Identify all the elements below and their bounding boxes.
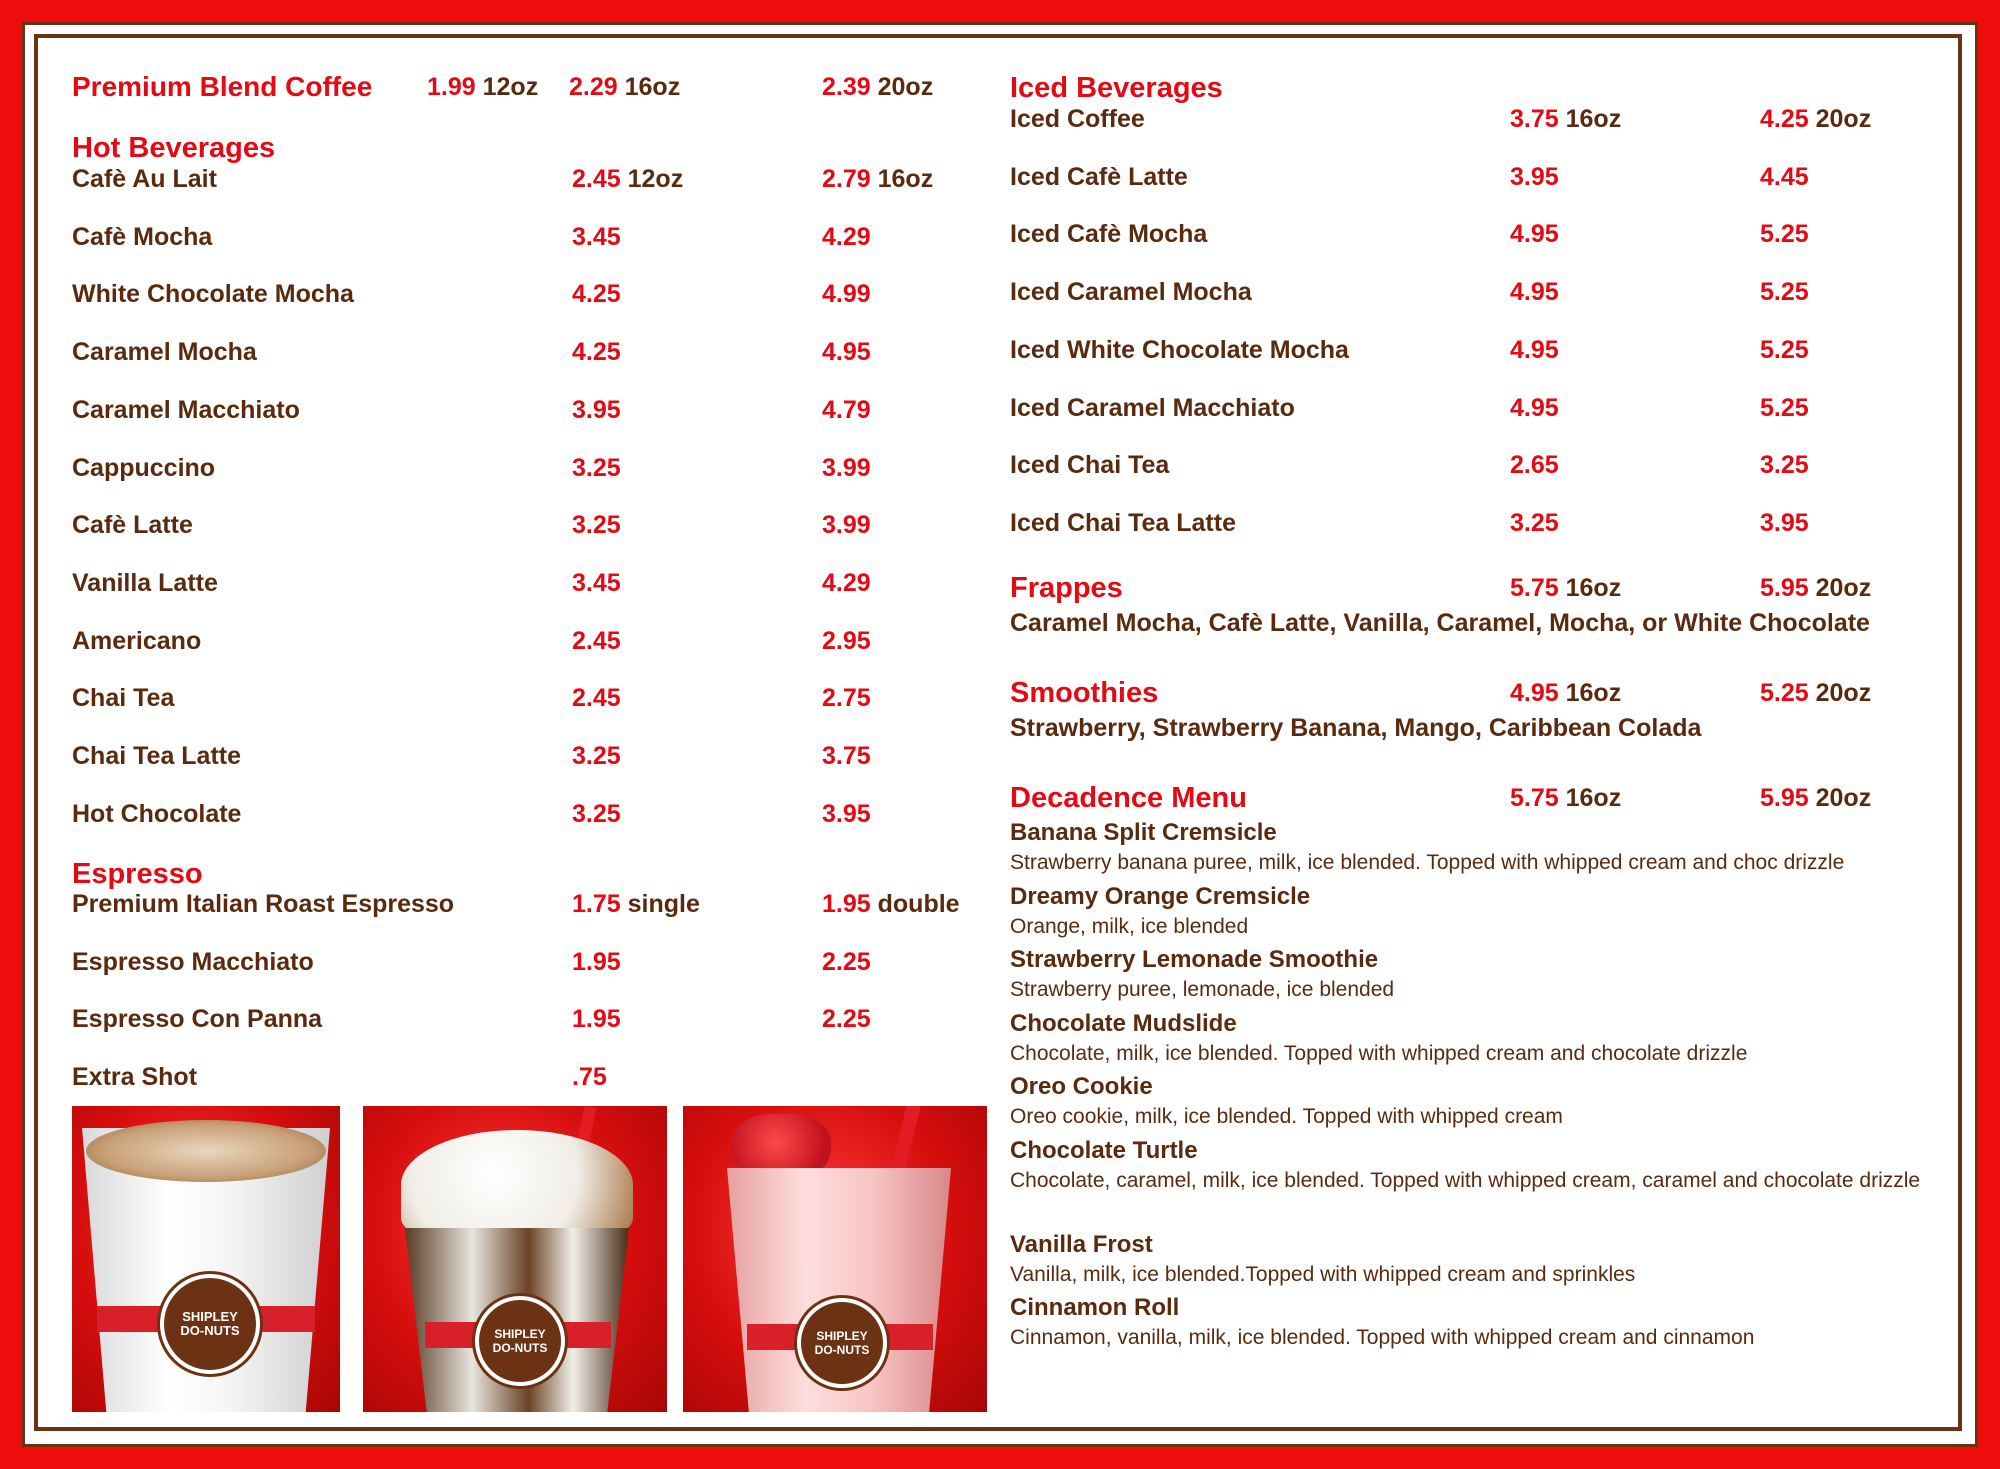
item-price-cell <box>1760 217 1809 251</box>
decadence-item-name: Chocolate Mudslide <box>1010 1009 1237 1037</box>
price: 5.25 <box>1760 278 1809 307</box>
hot-beverages-heading: Hot Beverages <box>72 132 276 164</box>
item-price-cell <box>572 739 621 773</box>
item-price-cell <box>822 797 871 831</box>
price: 3.99 <box>822 453 871 482</box>
iced-beverages-heading: Iced Beverages <box>1010 72 1223 104</box>
price: 1.99 <box>427 73 476 101</box>
price: 3.99 <box>822 511 871 540</box>
frappes-price-16oz <box>1510 570 1621 606</box>
size-label: 20oz <box>1815 679 1872 707</box>
item-price-cell <box>1510 275 1559 309</box>
item-price-cell <box>1510 448 1559 482</box>
decadence-heading: Decadence Menu <box>1010 782 1247 814</box>
decadence-item-name: Chocolate Turtle <box>1010 1137 1198 1164</box>
price: 3.95 <box>1760 508 1809 537</box>
item-name: Caramel Mocha <box>72 338 257 367</box>
item-name: Iced Chai Tea Latte <box>1010 508 1236 537</box>
decadence-item-name: Vanilla Frost <box>1010 1230 1153 1258</box>
price: 4.99 <box>822 280 871 309</box>
item-name: Iced Cafè Latte <box>1010 162 1188 191</box>
shipley-logo <box>797 1298 887 1388</box>
item-name: Vanilla Latte <box>72 568 218 597</box>
smoothies-price-20oz <box>1760 675 1871 711</box>
item-price-cell <box>1510 333 1559 367</box>
logo-line2: DO-NUTS <box>814 1343 870 1357</box>
price: 5.95 <box>1760 574 1809 602</box>
item-price-cell <box>822 945 871 979</box>
price: 2.45 <box>572 165 621 193</box>
price: 5.95 <box>1760 784 1809 812</box>
smoothies-heading: Smoothies <box>1010 677 1159 709</box>
item-price-cell <box>572 887 700 921</box>
price: 2.25 <box>822 947 871 976</box>
item-price-cell <box>822 566 871 600</box>
item-price-cell <box>572 681 621 715</box>
item-price-cell <box>822 681 871 715</box>
item-price-cell <box>572 1002 621 1036</box>
decadence-item-desc: Orange, milk, ice blended <box>1010 914 1249 938</box>
price: 2.79 <box>822 165 871 193</box>
price: 3.75 <box>1510 105 1559 133</box>
price: 3.75 <box>822 742 871 770</box>
price: 3.25 <box>572 511 621 540</box>
price: 5.25 <box>1760 335 1809 364</box>
shipley-logo <box>160 1274 260 1374</box>
price: 5.25 <box>1760 679 1809 707</box>
size-label: 20oz <box>1815 105 1872 133</box>
item-price-cell <box>1510 217 1559 251</box>
item-price-cell <box>572 393 621 427</box>
size-label: 20oz <box>877 73 934 101</box>
item-price-cell <box>1760 102 1871 136</box>
item-price-cell <box>822 451 871 485</box>
item-price-cell <box>572 220 621 254</box>
item-price-cell <box>822 739 871 773</box>
price: 4.95 <box>1510 278 1559 307</box>
smoothie-photo <box>683 1106 987 1412</box>
item-name: Chai Tea Latte <box>72 742 242 770</box>
espresso-heading: Espresso <box>72 858 203 890</box>
price: 1.95 <box>572 947 621 976</box>
price: 4.95 <box>1510 393 1559 422</box>
price: 4.25 <box>572 338 621 367</box>
frappes-price-20oz <box>1760 570 1871 606</box>
premium-price-16oz <box>569 70 680 104</box>
price: 4.29 <box>822 222 871 251</box>
logo-line1: SHIPLEY <box>182 1309 238 1324</box>
item-price-cell <box>572 451 621 485</box>
item-price-cell <box>572 508 621 542</box>
item-name: Chai Tea <box>72 684 175 713</box>
item-price-cell <box>822 335 871 369</box>
item-price-cell <box>572 624 621 658</box>
decadence-price-20oz <box>1760 780 1871 816</box>
price: 4.25 <box>572 280 621 309</box>
size-label: 16oz <box>1565 784 1622 812</box>
price: 1.95 <box>822 890 871 918</box>
item-price-cell <box>822 624 871 658</box>
decadence-price-16oz <box>1510 780 1621 816</box>
price: 3.25 <box>1760 451 1809 480</box>
item-price-cell <box>1760 391 1809 425</box>
item-price-cell <box>822 277 871 311</box>
item-name: Cafè Latte <box>72 511 193 540</box>
logo-line2: DO-NUTS <box>492 1341 548 1355</box>
item-price-cell <box>572 162 683 196</box>
item-name: Iced Coffee <box>1010 105 1145 133</box>
size-label: 16oz <box>624 73 681 101</box>
price: 2.45 <box>572 684 621 713</box>
premium-price-12oz <box>427 70 538 104</box>
item-price-cell <box>572 797 621 831</box>
item-price-cell <box>822 220 871 254</box>
item-price-cell <box>822 1002 871 1036</box>
item-name: Hot Chocolate <box>72 799 242 828</box>
size-label: double <box>877 890 960 918</box>
size-label: 20oz <box>1815 574 1872 602</box>
item-price-cell <box>572 277 621 311</box>
size-label: 16oz <box>1565 105 1622 133</box>
item-price-cell <box>822 887 960 921</box>
item-price-cell <box>572 1060 607 1094</box>
frappe-photo <box>363 1106 667 1412</box>
decadence-item-desc: Vanilla, milk, ice blended.Topped with whipped cream and sprinkles <box>1010 1262 1636 1286</box>
item-price-cell <box>572 945 621 979</box>
price: 4.95 <box>1510 679 1559 707</box>
decadence-item-desc: Strawberry puree, lemonade, ice blended <box>1010 978 1395 1002</box>
price: 1.95 <box>572 1005 621 1034</box>
price: 3.95 <box>1510 162 1559 191</box>
price: 3.95 <box>572 395 621 424</box>
item-price-cell <box>1760 448 1809 482</box>
item-price-cell <box>1510 391 1559 425</box>
item-name: Cafè Au Lait <box>72 165 217 193</box>
size-label: 16oz <box>877 165 934 193</box>
item-name: Caramel Macchiato <box>72 395 300 424</box>
item-name: Extra Shot <box>72 1063 198 1092</box>
hot-latte-photo <box>72 1106 340 1412</box>
item-name: Iced White Chocolate Mocha <box>1010 335 1349 364</box>
item-price-cell <box>1510 160 1559 194</box>
decadence-item-desc: Strawberry banana puree, milk, ice blended. Topped with whipped cream and choc drizzle <box>1010 851 1845 874</box>
price: 2.39 <box>822 73 871 101</box>
item-name: Espresso Macchiato <box>72 947 314 976</box>
price: 3.45 <box>572 222 621 251</box>
decadence-item-name: Strawberry Lemonade Smoothie <box>1010 946 1379 974</box>
item-price-cell <box>822 508 871 542</box>
decadence-item-name: Dreamy Orange Cremsicle <box>1010 882 1311 910</box>
price: 4.95 <box>1510 335 1559 364</box>
price: 4.79 <box>822 395 871 424</box>
price: 3.25 <box>572 799 621 828</box>
price: 2.45 <box>572 626 621 655</box>
price: 4.25 <box>1760 105 1809 133</box>
smoothies-flavors: Strawberry, Strawberry Banana, Mango, Caribbean Colada <box>1010 714 1702 742</box>
decadence-item-name: Banana Split Cremsicle <box>1010 819 1277 846</box>
item-name: Espresso Con Panna <box>72 1005 323 1034</box>
size-label: 20oz <box>1815 784 1872 812</box>
premium-price-20oz <box>822 70 933 104</box>
item-price-cell <box>1760 160 1809 194</box>
price: 4.95 <box>822 338 871 367</box>
item-price-cell <box>1510 102 1621 136</box>
item-price-cell <box>822 393 871 427</box>
price: 5.75 <box>1510 574 1559 602</box>
price: 3.95 <box>822 799 871 828</box>
item-name: White Chocolate Mocha <box>72 280 354 309</box>
item-name: Iced Chai Tea <box>1010 451 1170 480</box>
price: 5.75 <box>1510 784 1559 812</box>
item-name: Iced Cafè Mocha <box>1010 220 1208 249</box>
size-label: 16oz <box>1565 679 1622 707</box>
decadence-item-name: Oreo Cookie <box>1010 1073 1153 1101</box>
size-label: 16oz <box>1565 574 1622 602</box>
item-price-cell <box>822 162 933 196</box>
item-name: Americano <box>72 626 202 655</box>
size-label: 12oz <box>482 73 539 101</box>
item-name: Iced Caramel Mocha <box>1010 278 1252 307</box>
price: 4.45 <box>1760 162 1809 191</box>
item-price-cell <box>1760 506 1809 540</box>
item-price-cell <box>1760 275 1809 309</box>
item-price-cell <box>1760 333 1809 367</box>
shipley-logo <box>475 1296 565 1386</box>
item-price-cell <box>1510 506 1559 540</box>
whipped-cream <box>401 1130 633 1240</box>
item-name: Cappuccino <box>72 453 216 482</box>
price: 2.25 <box>822 1005 871 1034</box>
frappes-heading: Frappes <box>1010 572 1123 604</box>
decadence-item-desc: Oreo cookie, milk, ice blended. Topped with whipped cream <box>1010 1105 1563 1129</box>
decadence-item-desc: Chocolate, milk, ice blended. Topped with whipped cream and chocolate drizzle <box>1010 1041 1748 1065</box>
price: 1.75 <box>572 890 621 918</box>
price: 2.95 <box>822 626 871 655</box>
price: 2.29 <box>569 73 618 101</box>
price: 4.95 <box>1510 220 1559 249</box>
price: 2.65 <box>1510 451 1559 480</box>
price: 5.25 <box>1760 220 1809 249</box>
price: 2.75 <box>822 684 871 713</box>
item-name: Cafè Mocha <box>72 222 213 251</box>
price: 3.25 <box>1510 508 1559 537</box>
logo-line1: SHIPLEY <box>816 1329 868 1343</box>
price: 5.25 <box>1760 393 1809 422</box>
decadence-item-desc: Cinnamon, vanilla, milk, ice blended. Topped with whipped cream and cinnamon <box>1010 1326 1755 1350</box>
premium-blend-title: Premium Blend Coffee <box>72 71 373 102</box>
item-price-cell <box>572 335 621 369</box>
logo-line2: DO-NUTS <box>180 1323 240 1338</box>
decadence-item-name: Cinnamon Roll <box>1010 1294 1180 1322</box>
smoothies-price-16oz <box>1510 675 1621 711</box>
latte-foam <box>86 1120 326 1182</box>
price: 3.45 <box>572 568 621 597</box>
size-label: 12oz <box>627 165 684 193</box>
item-price-cell <box>572 566 621 600</box>
price: 3.25 <box>572 742 621 770</box>
price: 4.29 <box>822 568 871 597</box>
item-name: Premium Italian Roast Espresso <box>72 890 455 918</box>
price: 3.25 <box>572 453 621 482</box>
item-name: Iced Caramel Macchiato <box>1010 393 1295 422</box>
size-label: single <box>627 890 700 918</box>
logo-line1: SHIPLEY <box>494 1327 546 1341</box>
price: .75 <box>572 1063 607 1092</box>
decadence-item-desc: Chocolate, caramel, milk, ice blended. Topped with whipped cream, caramel and chocolate drizzle <box>1010 1169 1921 1192</box>
frappes-flavors: Caramel Mocha, Cafè Latte, Vanilla, Caramel, Mocha, or White Chocolate <box>1010 609 1870 637</box>
